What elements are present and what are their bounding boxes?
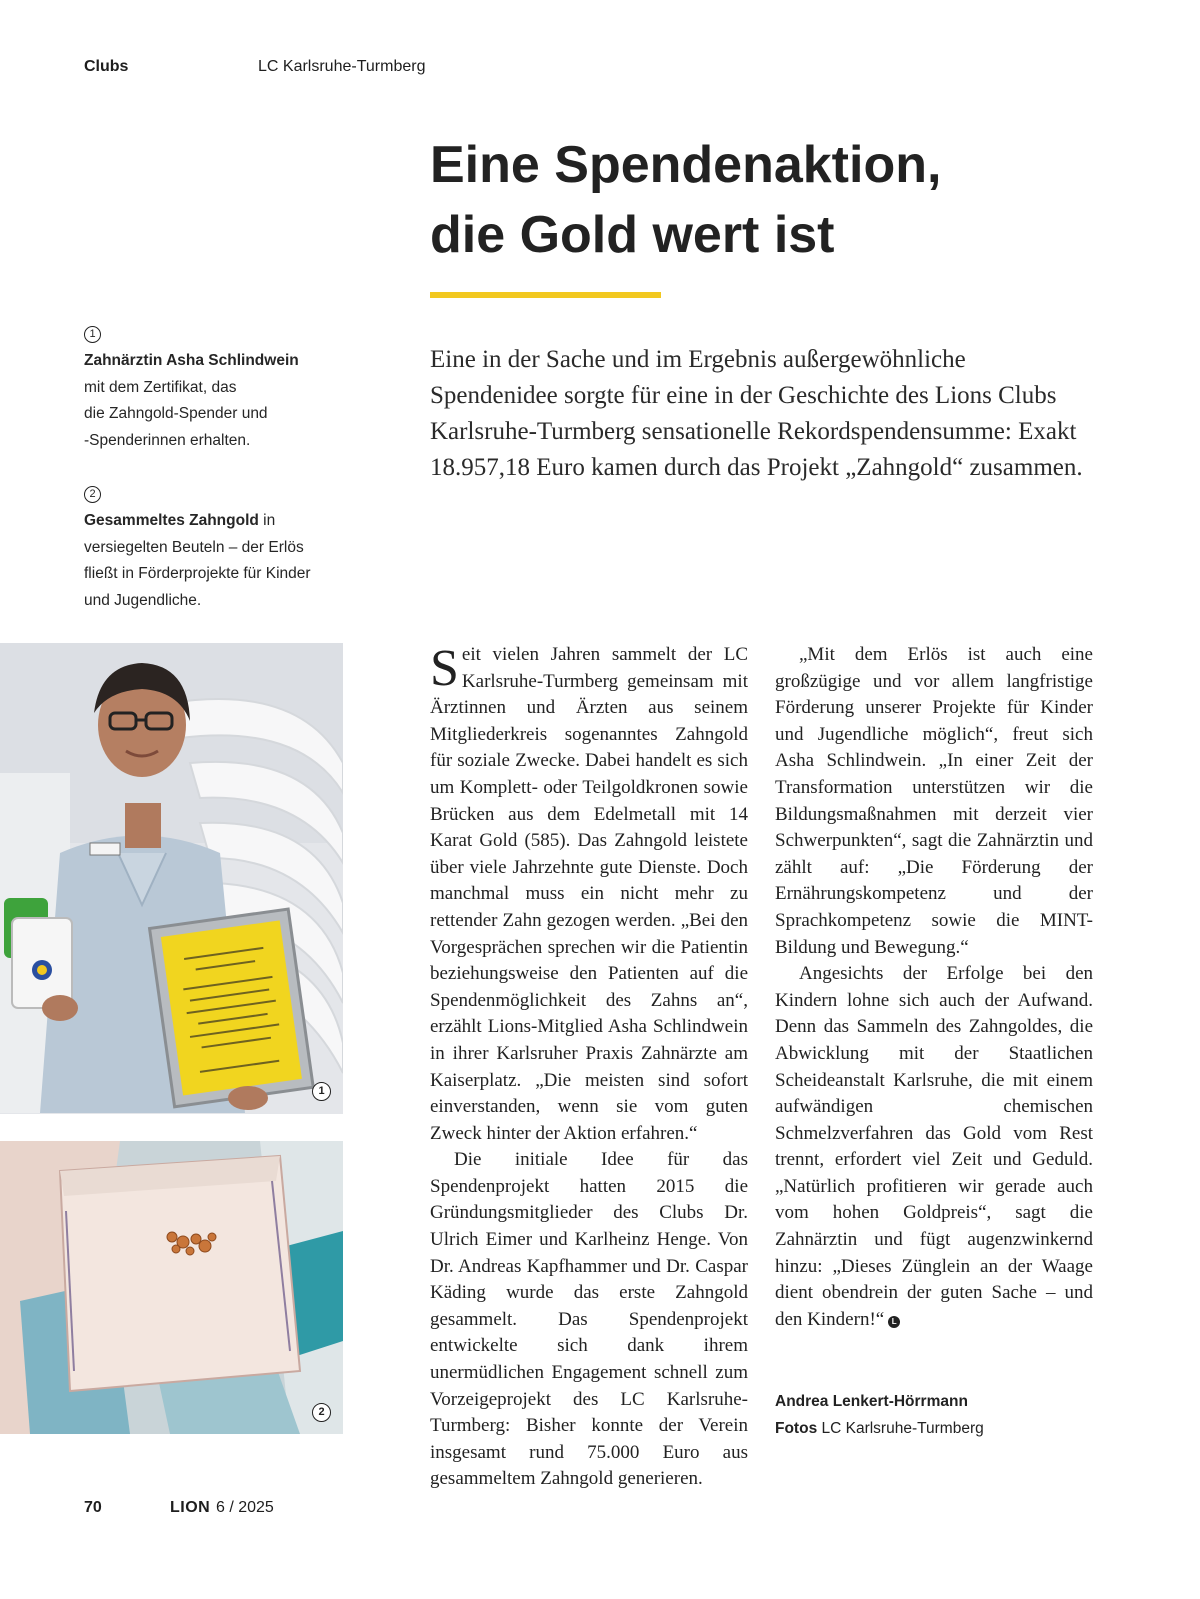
- photos-label: Fotos: [775, 1420, 818, 1437]
- caption-number-icon: 2: [84, 486, 101, 503]
- page-number: 70: [84, 1499, 102, 1516]
- caption-2: [84, 482, 334, 614]
- magazine-name: LION: [170, 1499, 211, 1516]
- body-paragraph-3: „Mit dem Erlös ist auch eine großzügige und vor allem langfristige Förderung unserer Projekte für Kinder und Jugendliche möglich“, freut sich Asha Schlindwein. „In einer Zeit der Transformation unterstützen wir die Bildungsmaßnahmen mit derzeit vier Schwerpunkten“, sagt die Zahnärztin und zählt auf: „Die Förderung der Ernährungskompetenz und der Sprachkompetenz sowie die MINT-Bildung und Bewegung.“: [775, 644, 1093, 958]
- photo-dental-gold: [0, 1141, 343, 1434]
- body-paragraph-4: Angesichts der Erfolge bei den Kindern lohne sich auch der Aufwand. Denn das Sammeln des Zahngoldes, die Abwicklung mit der Staatlichen Scheideanstalt Karlsruhe, die mit einem aufwändigen chemischen Schmelzverfahren das Gold vom Rest trennt, erfordert viel Zeit und Geduld. „Natürlich profitieren wir gerade auch vom hohen Goldpreis“, sagt die Zahnärztin und fügt augenzwinkernd hinzu: „Dieses Zünglein an der Waage dient obendrein der guten Sache – und den Kindern!“: [775, 963, 1093, 1330]
- issue-number: 6 / 2025: [216, 1499, 274, 1516]
- author-name: Andrea Lenkert-Hörrmann: [775, 1393, 968, 1410]
- caption-bold-tail: in: [258, 512, 276, 529]
- caption-line: die Zahngold-Spender und: [84, 405, 268, 422]
- body-column-2: [775, 642, 1093, 1333]
- body-paragraph-1: eit vielen Jahren sammelt der LC Karlsruhe-Turmberg gemeinsam mit Ärztinnen und Ärzten aus seinem Mitgliederkreis sogenanntes Zahngold für soziale Zwecke. Dabei handelt es sich um Komplett- oder Teilgoldkronen sowie Brücken aus dem Edelmetall mit 14 Karat Gold (585). Das Zahngold leistete über viele Jahrzehnte gute Dienste. Doch manchmal muss ein nicht mehr zu rettender Zahn gezogen werden. „Bei den Vorgesprächen sprechen wir die Patientin beziehungsweise den Patienten auf die Spendenmöglichkeit des Zahns an“, erzählt Lions-Mitglied Asha Schlindwein in ihrer Karlsruher Praxis Zahnärzte am Kaiserplatz. „Die meisten sind sofort einverstanden, wenn sie vom guten Zweck hinter der Aktion erfahren.“: [430, 644, 748, 1144]
- headline-line-2: die Gold wert ist: [430, 206, 835, 264]
- caption-line: -Spenderinnen erhalten.: [84, 431, 251, 449]
- photo-number-badge: 2: [312, 1403, 331, 1422]
- caption-line: und Jugendliche.: [84, 591, 202, 609]
- drop-cap: S: [430, 640, 459, 697]
- caption-line: versiegelten Beuteln – der Erlös: [84, 538, 304, 556]
- section-label: Clubs: [84, 58, 129, 75]
- club-label: LC Karlsruhe-Turmberg: [258, 58, 426, 75]
- headline-line-1: Eine Spendenaktion,: [430, 136, 942, 194]
- caption-1: [84, 322, 334, 454]
- caption-number-icon: 1: [84, 326, 101, 343]
- lead-paragraph: Eine in der Sache und im Ergebnis außergewöhnliche Spendenidee sorgte für eine in der Geschichte des Lions Clubs Karlsruhe-Turmberg sensationelle Rekordspendensumme: Exakt 18.957,18 Euro kamen durch das Projekt „Zahngold“ zusammen.: [430, 346, 1083, 481]
- dental-gold-illustration: [0, 1141, 343, 1434]
- body-paragraph-2: Die initiale Idee für das Spendenprojekt hatten 2015 die Gründungsmitglieder des Clubs Dr. Ulrich Eimer und Karlheinz Henge. Von Dr. Andreas Kapfhammer und Dr. Caspar Käding wurde das erste Zahngold gesammelt. Das Spendenprojekt entwickelte sich dank ihrem unermüdlichen Engagement schnell zum Vorzeigeprojekt des LC Karlsruhe-Turmberg: Bisher konnte der Verein insgesamt rund 75.000 Euro aus gesammeltem Zahngold generieren.: [430, 1149, 748, 1490]
- end-mark-icon: L: [888, 1316, 900, 1328]
- credits: [775, 1388, 984, 1442]
- photo-dentist-certificate: [0, 643, 343, 1114]
- caption-bold: Gesammeltes Zahngold: [84, 512, 259, 529]
- body-column-1: [430, 642, 748, 1493]
- photo-number-badge: 1: [312, 1082, 331, 1101]
- accent-rule: [430, 292, 661, 298]
- caption-bold: Zahnärztin Asha Schlindwein: [84, 352, 299, 369]
- headline: [430, 130, 1150, 270]
- caption-line: mit dem Zertifikat, das: [84, 378, 237, 396]
- dentist-illustration: [0, 643, 343, 1114]
- photos-credit: LC Karlsruhe-Turmberg: [821, 1420, 984, 1437]
- caption-line: fließt in Förderprojekte für Kinder: [84, 565, 311, 582]
